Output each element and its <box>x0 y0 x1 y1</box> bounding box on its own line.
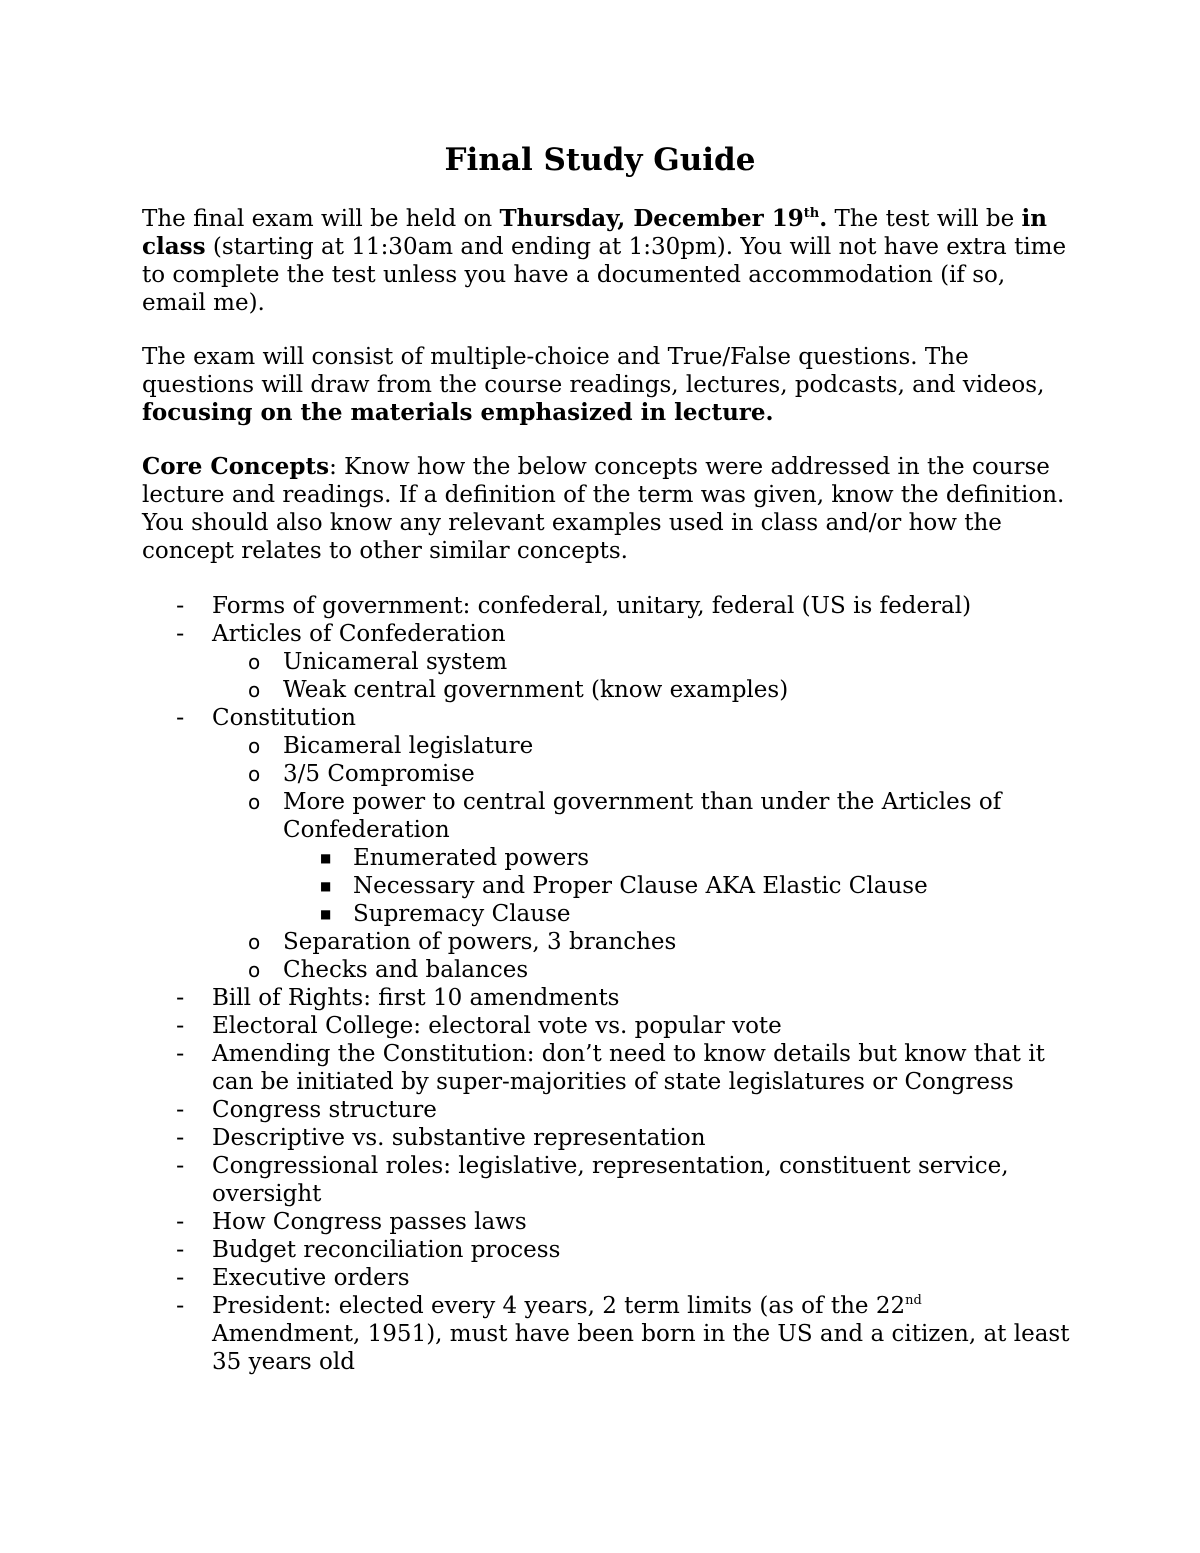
outline-item <box>176 1236 1072 1264</box>
outline-item-text: Unicameral system <box>283 649 508 675</box>
exam-date-text: Thursday, December 19 <box>499 205 804 232</box>
bullet-marker: - <box>176 985 185 1011</box>
outline-item-text: Articles of Confederation <box>212 621 506 647</box>
exam-date-period: . <box>819 205 828 232</box>
outline-item <box>176 984 1072 1012</box>
outline-item <box>248 760 1073 788</box>
outline-item <box>248 788 1073 844</box>
ordinal-suffix: nd <box>905 1293 922 1308</box>
outline-item <box>176 1152 1072 1208</box>
in-class-emphasis: in class <box>142 205 1047 260</box>
bullet-marker: - <box>176 621 185 647</box>
outline-item <box>176 1292 1072 1376</box>
outline-item <box>248 648 1073 676</box>
bullet-marker: - <box>176 1209 185 1235</box>
bullet-marker: o <box>248 734 261 758</box>
intro-text-3: (starting at 11:30am and ending at 1:30pm). You will not have extra time to complete the test unless you have a documented accommodation (if so, email me). <box>142 234 1067 316</box>
outline-item <box>176 1124 1072 1152</box>
outline-item-text: Executive orders <box>212 1265 410 1291</box>
outline-item-text: Forms of government: confederal, unitary, federal (US is federal) <box>212 593 972 619</box>
exam-date <box>500 205 828 232</box>
bullet-marker: - <box>176 1097 185 1123</box>
outline-item <box>176 1096 1072 1124</box>
page-title: Final Study Guide <box>444 142 756 178</box>
bullet-marker: o <box>248 790 261 814</box>
outline-item <box>248 956 1073 984</box>
outline-item-text: Amending the Constitution: don’t need to know details but know that it can be initiated by super-majorities of state legislatures or Congress <box>212 1041 1045 1095</box>
bullet-marker: - <box>176 705 185 731</box>
outline-item-text: How Congress passes laws <box>212 1209 527 1235</box>
bullet-marker: o <box>248 678 261 702</box>
outline-item-text: President: elected every 4 years, 2 term limits (as of the 22 <box>212 1293 906 1319</box>
bullet-marker: o <box>248 762 261 786</box>
exam-date-suffix: th <box>803 206 820 221</box>
outline-item <box>248 732 1073 760</box>
outline-item-text: Bicameral legislature <box>283 733 534 759</box>
outline-item-text: More power to central government than under the Articles of Confederation <box>283 789 1002 843</box>
outline-item-text: Separation of powers, 3 branches <box>283 929 677 955</box>
outline-item <box>248 676 1073 704</box>
outline-item <box>320 872 1073 900</box>
outline-item-text-continued: Amendment, 1951), must have been born in the US and a citizen, at least 35 years old <box>212 1321 1070 1375</box>
exam-format-paragraph <box>142 343 1072 427</box>
outline-item-text: Electoral College: electoral vote vs. popular vote <box>212 1013 782 1039</box>
core-concepts-label: Core Concepts <box>142 453 330 480</box>
bullet-marker: ■ <box>320 879 332 893</box>
concepts-outline <box>0 592 1200 1376</box>
intro-text: The final exam will be held on <box>142 206 500 232</box>
outline-item <box>176 592 1072 620</box>
intro-text-2: The test will be <box>827 206 1022 232</box>
outline-item-text: Budget reconciliation process <box>212 1237 561 1263</box>
outline-item-text: Descriptive vs. substantive representation <box>212 1125 706 1151</box>
bullet-marker: o <box>248 958 261 982</box>
outline-item-text: Constitution <box>212 705 356 731</box>
bullet-marker: ■ <box>320 851 332 865</box>
outline-item <box>176 620 1072 648</box>
bullet-marker: - <box>176 1293 185 1319</box>
outline-item-text: Congress structure <box>212 1097 437 1123</box>
outline-item <box>320 900 1073 928</box>
outline-item <box>176 1208 1072 1236</box>
bullet-marker: ■ <box>320 907 332 921</box>
outline-item-text: 3/5 Compromise <box>283 761 475 787</box>
outline-item-text: Enumerated powers <box>353 845 590 871</box>
outline-item <box>248 928 1073 956</box>
outline-item-text: Necessary and Proper Clause AKA Elastic Clause <box>353 873 928 899</box>
bullet-marker: - <box>176 1013 185 1039</box>
outline-item-text: Checks and balances <box>283 957 529 983</box>
exam-date-paragraph <box>142 205 1072 317</box>
bullet-marker: - <box>176 1041 185 1067</box>
lecture-emphasis: focusing on the materials emphasized in lecture. <box>142 399 774 426</box>
core-concepts-paragraph <box>142 453 1072 565</box>
outline-item-text: Bill of Rights: first 10 amendments <box>212 985 620 1011</box>
outline-item-text: Weak central government (know examples) <box>283 677 789 703</box>
bullet-marker: o <box>248 930 261 954</box>
outline-item <box>176 1040 1072 1096</box>
core-concepts-text: : Know how the below concepts were addressed in the course lecture and readings. If a definition of the term was given, know the definition. You should also know any relevant examples used in class and/or how the concept relates to other similar concepts. <box>142 454 1065 564</box>
outline-item <box>176 1012 1072 1040</box>
bullet-marker: - <box>176 1265 185 1291</box>
outline-item-text: Supremacy Clause <box>353 901 571 927</box>
bullet-marker: - <box>176 1153 185 1179</box>
exam-format-text: The exam will consist of multiple-choice and True/False questions. The questions will draw from the course readings, lectures, podcasts, and videos, <box>142 344 1045 398</box>
outline-item <box>176 1264 1072 1292</box>
outline-item <box>320 844 1073 872</box>
bullet-marker: - <box>176 1125 185 1151</box>
bullet-marker: - <box>176 1237 185 1263</box>
bullet-marker: - <box>176 593 185 619</box>
outline-item-text: Congressional roles: legislative, representation, constituent service, oversight <box>212 1153 1009 1207</box>
outline-item <box>176 704 1072 732</box>
bullet-marker: o <box>248 650 261 674</box>
